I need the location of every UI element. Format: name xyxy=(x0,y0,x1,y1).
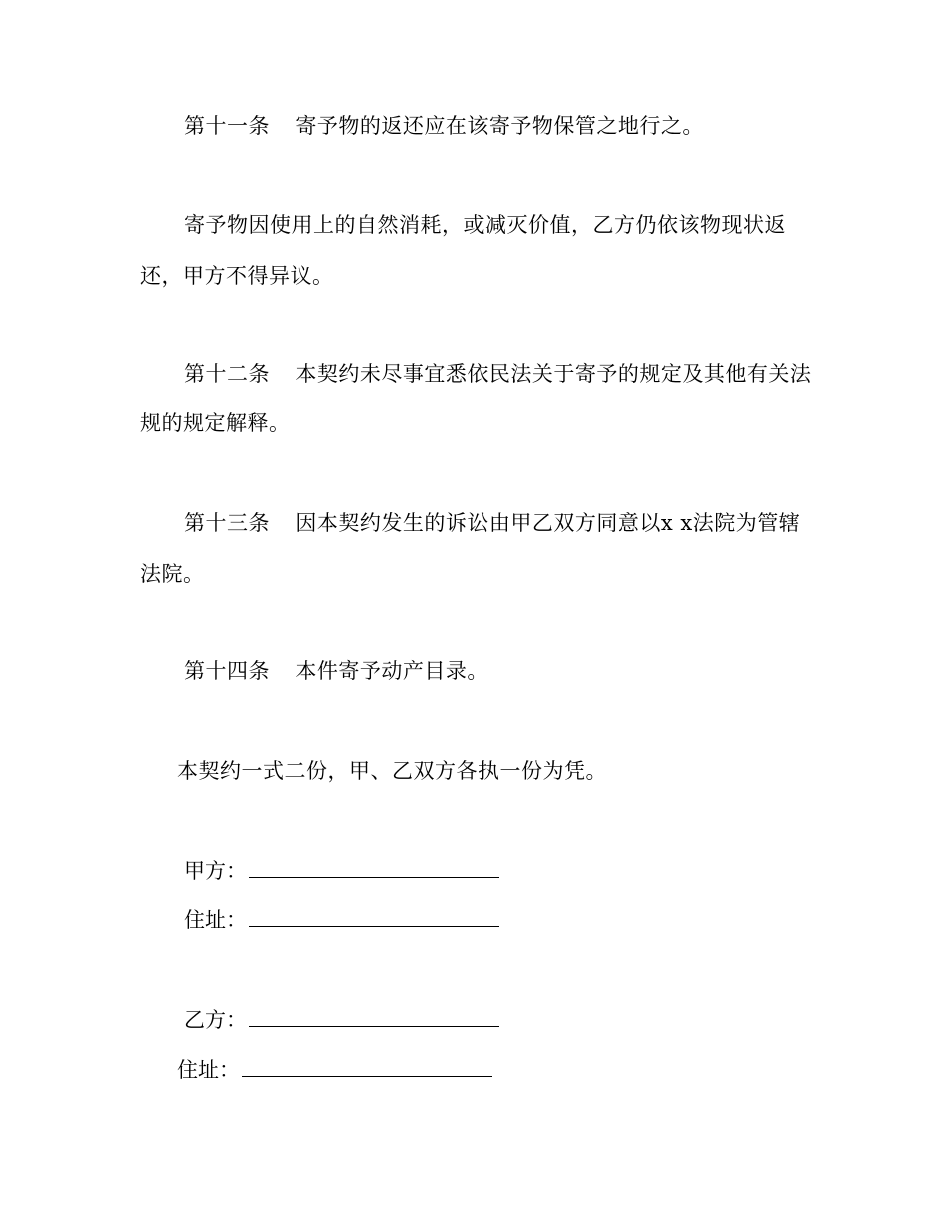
party-a-blank[interactable] xyxy=(249,857,499,878)
party-a-address-blank[interactable] xyxy=(249,906,499,927)
article-12-label: 第十二条 xyxy=(184,362,270,386)
article-13-line1 xyxy=(184,510,800,536)
article-14-label: 第十四条 xyxy=(184,659,270,683)
article-13-line2: 法院。 xyxy=(140,562,205,586)
article-12-text: 本契约未尽事宜悉依民法关于寄予的规定及其他有关法 xyxy=(295,362,812,386)
article-14-text: 本件寄予动产目录。 xyxy=(295,659,489,683)
article-11 xyxy=(184,113,704,139)
party-b-address-row xyxy=(177,1056,492,1083)
article-12-line1 xyxy=(184,361,811,387)
article-11-p2-line1: 寄予物因使用上的自然消耗，或减灭价值，乙方仍依该物现状返 xyxy=(184,213,786,237)
party-b-label: 乙方： xyxy=(184,1008,247,1032)
party-b-address-blank[interactable] xyxy=(242,1056,492,1077)
article-11-p2-line2: 还，甲方不得异议。 xyxy=(140,264,334,288)
article-13-label: 第十三条 xyxy=(184,511,270,535)
party-b-blank[interactable] xyxy=(249,1006,499,1027)
article-14 xyxy=(184,658,489,684)
party-a-address-row xyxy=(184,906,499,933)
article-12-line2: 规的规定解释。 xyxy=(140,411,291,435)
party-b-row xyxy=(184,1006,499,1033)
article-11-text: 寄予物的返还应在该寄予物保管之地行之。 xyxy=(295,114,704,138)
party-a-row xyxy=(184,857,499,884)
closing-statement: 本契约一式二份，甲、乙双方各执一份为凭。 xyxy=(177,759,607,783)
article-11-label: 第十一条 xyxy=(184,114,270,138)
party-a-address-label: 住址： xyxy=(184,908,247,932)
party-b-address-label: 住址： xyxy=(177,1058,240,1082)
article-13-text: 因本契约发生的诉讼由甲乙双方同意以x x法院为管辖 xyxy=(295,511,801,535)
party-a-label: 甲方： xyxy=(184,859,247,883)
